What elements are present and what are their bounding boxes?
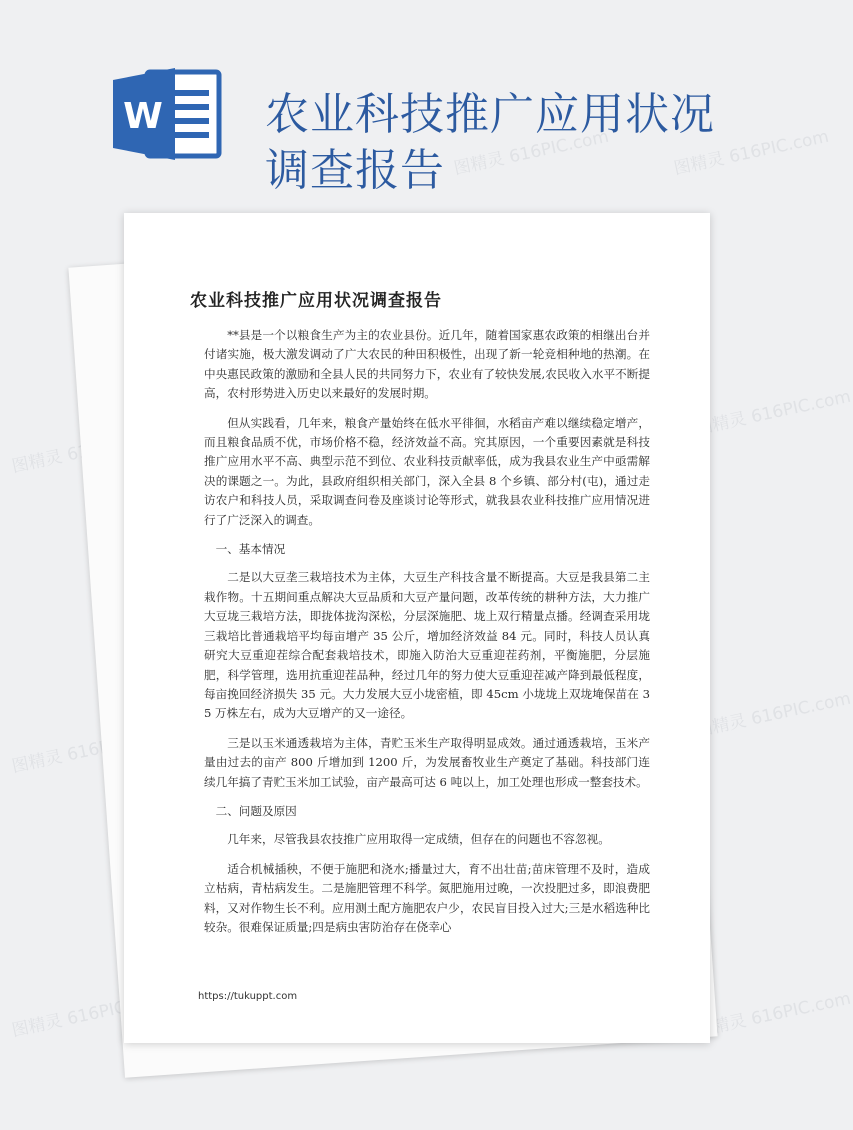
paragraph: 几年来，尽管我县农技推广应用取得一定成绩，但存在的问题也不容忽视。 [227,832,610,847]
word-doc-icon [113,66,223,162]
watermark: 图精灵 616PIC.com [10,724,169,778]
header-title-line1: 农业科技推广应用状况 [265,89,715,141]
word-icon-letter: W [123,96,163,137]
watermark: 图精灵 616PIC.com [694,988,853,1042]
watermark: 图精灵 616PIC.com [694,688,853,742]
paragraph: 但从实践看，几年来，粮食产量始终在低水平徘徊，水稻亩产难以继续稳定增产，而且粮食品质不优，市场价格不稳，经济效益不高。究其原因，一个重要因素就是科技推广应用水平不高、典型示范不到位、农业科技贡献率低，成为我县农业生产中亟需解决的课题之一。为此，县政府组织相关部门，深入全县 8 个乡镇、部分村(屯)，通过走访农户和科技人员，采取调查问卷及座谈讨论等形式，就我县农业科技推广应用情况进行了广泛深入的调查。 [204,415,650,527]
section-heading-problems: 二、问题及原因 [215,803,297,818]
watermark: 图精灵 616PIC.com [10,988,169,1042]
header-title [265,87,785,199]
paragraph: 二是以大豆垄三栽培技术为主体，大豆生产科技含量不断提高。大豆是我县第二主栽作物。十五期间重点解决大豆品质和大豆产量问题，改革传统的耕种方法，大力推广大豆垅三栽培方法，即拢体拢沟深松，分层深施肥、垅上双行精量点播。经调查采用垅三栽培比普通栽培平均每亩增产 35 公斤，增加经济效益 84 元。同时，科技人员认真研究大豆重迎茬综合配套栽培技术，即施入防治大豆重迎茬药剂，平衡施肥，分层施肥，科学管理，选用抗重迎茬品种，经过几年的努力使大豆重迎茬减产降到最低程度，每亩挽回经济损失 35 元。大力发展大豆小垅密植，即 45cm 小垅垅上双垅埯保苗在 35 万株左右，成为大豆增产的又一途径。 [204,570,650,721]
footer-url[interactable]: https://tukuppt.com [198,991,298,1002]
document-page [124,213,710,1043]
section-heading-basic: 一、基本情况 [215,542,286,557]
paragraph: 适合机械插秧，不便于施肥和浇水;播量过大，育不出壮苗;苗床管理不及时，造成立枯病，青枯病发生。二是施肥管理不科学。氮肥施用过晚，一次投肥过多，即浪费肥料，又对作物生长不利。应用测土配方施肥农户少，农民盲目投入过大;三是水稻选种比较杂。很难保证质量;四是病虫害防治存在侥幸心 [204,861,650,934]
paragraph: **县是一个以粮食生产为主的农业县份。近几年，随着国家惠农政策的相继出台并付诸实施，极大激发调动了广大农民的种田积极性，出现了新一轮竞相种地的热潮。在中央惠民政策的激励和全县人民的共同努力下，农业有了较快发展,农民收入水平不断提高，农村形势进入历史以来最好的发展时期。 [204,328,650,401]
header-title-line2: 调查报告 [265,145,445,197]
watermark: 图精灵 616PIC.com [694,386,853,440]
document-title: 农业科技推广应用状况调查报告 [190,291,442,311]
watermark: 图精灵 616PIC.com [672,126,831,180]
watermark: 图精灵 616PIC.com [452,126,611,180]
paragraph: 三是以玉米通透栽培为主体，青贮玉米生产取得明显成效。通过通透栽培，玉米产量由过去的亩产 800 斤增加到 1200 斤，为发展畜牧业生产奠定了基础。科技部门连续几年搞了青贮玉米加工试验，亩产最高可达 6 吨以上，加工处理也形成一整套技术。 [204,735,650,789]
watermark: 图精灵 [10,446,65,478]
document-body [204,326,650,947]
